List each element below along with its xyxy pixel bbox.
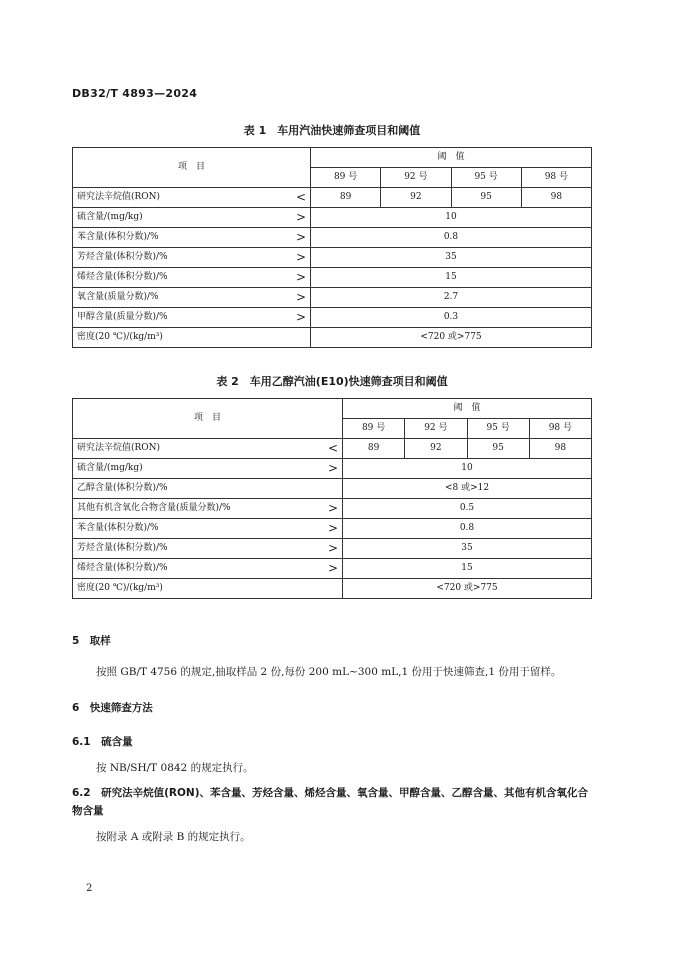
comparison-symbol: > bbox=[327, 541, 338, 555]
grade-header: 98 号 bbox=[521, 168, 591, 188]
value-cell: 10 bbox=[311, 208, 592, 228]
row-label: 芳烃含量(体积分数)/% bbox=[77, 543, 168, 553]
grade-header: 98 号 bbox=[529, 419, 591, 439]
table-row bbox=[73, 459, 592, 479]
grade-header: 92 号 bbox=[405, 419, 467, 439]
value-cell: 98 bbox=[521, 188, 591, 208]
table1 bbox=[72, 147, 592, 348]
comparison-symbol: > bbox=[295, 210, 306, 224]
table-row bbox=[73, 499, 592, 519]
row-label: 烯烃含量(体积分数)/% bbox=[77, 272, 168, 282]
value-cell: 0.8 bbox=[343, 519, 592, 539]
table2-caption: 表 2 车用乙醇汽油(E10)快速筛查项目和阈值 bbox=[216, 375, 448, 388]
comparison-symbol: > bbox=[295, 270, 306, 284]
section-6-2-body: 按附录 A 或附录 B 的规定执行。 bbox=[96, 831, 251, 843]
comparison-symbol: > bbox=[295, 230, 306, 244]
row-label-cell bbox=[73, 559, 343, 579]
row-label: 密度(20 ℃)/(kg/m³) bbox=[77, 583, 163, 593]
row-label-cell bbox=[73, 188, 311, 208]
row-label: 其他有机含氧化合物含量(质量分数)/% bbox=[77, 503, 231, 513]
row-label: 乙醇含量(体积分数)/% bbox=[77, 483, 168, 493]
comparison-symbol: > bbox=[327, 461, 338, 475]
table-row bbox=[73, 559, 592, 579]
value-cell: 35 bbox=[311, 248, 592, 268]
value-cell: 95 bbox=[467, 439, 529, 459]
section-6-1-title: 6.1 硫含量 bbox=[72, 736, 133, 748]
table-row bbox=[73, 288, 592, 308]
row-label-cell bbox=[73, 459, 343, 479]
row-label-cell bbox=[73, 268, 311, 288]
value-cell: 92 bbox=[381, 188, 451, 208]
value-cell: 89 bbox=[311, 188, 381, 208]
value-cell: 35 bbox=[343, 539, 592, 559]
row-label: 研究法辛烷值(RON) bbox=[77, 192, 161, 202]
item-header: 项 目 bbox=[73, 399, 343, 439]
comparison-symbol: < bbox=[295, 190, 306, 204]
row-label-cell bbox=[73, 479, 343, 499]
row-label-cell bbox=[73, 439, 343, 459]
row-label: 密度(20 ℃)/(kg/m³) bbox=[77, 332, 163, 342]
value-cell: 89 bbox=[343, 439, 405, 459]
grade-header: 89 号 bbox=[343, 419, 405, 439]
table-row bbox=[73, 208, 592, 228]
table-row bbox=[73, 479, 592, 499]
table-row bbox=[73, 188, 592, 208]
row-label: 烯烃含量(体积分数)/% bbox=[77, 563, 168, 573]
item-header: 项 目 bbox=[73, 148, 311, 188]
section-6-title: 6 快速筛查方法 bbox=[72, 702, 153, 714]
value-cell: <720 或>775 bbox=[311, 328, 592, 348]
table-row bbox=[73, 328, 592, 348]
grade-header: 95 号 bbox=[451, 168, 521, 188]
value-cell: <8 或>12 bbox=[343, 479, 592, 499]
grade-header: 95 号 bbox=[467, 419, 529, 439]
table-row bbox=[73, 579, 592, 599]
row-label-cell bbox=[73, 248, 311, 268]
value-cell: 98 bbox=[529, 439, 591, 459]
row-label: 研究法辛烷值(RON) bbox=[77, 443, 161, 453]
value-cell: 15 bbox=[311, 268, 592, 288]
row-label: 芳烃含量(体积分数)/% bbox=[77, 252, 168, 262]
comparison-symbol: > bbox=[295, 290, 306, 304]
row-label-cell bbox=[73, 499, 343, 519]
table2 bbox=[72, 398, 592, 599]
section-6-1-body: 按 NB/SH/T 0842 的规定执行。 bbox=[96, 762, 254, 774]
table-row bbox=[73, 228, 592, 248]
row-label: 氧含量(质量分数)/% bbox=[77, 292, 159, 302]
table-row bbox=[73, 308, 592, 328]
row-label: 苯含量(体积分数)/% bbox=[77, 523, 159, 533]
value-cell: 92 bbox=[405, 439, 467, 459]
grade-header: 92 号 bbox=[381, 168, 451, 188]
table-header-row bbox=[73, 148, 592, 168]
table-row bbox=[73, 439, 592, 459]
table-row bbox=[73, 519, 592, 539]
row-label-cell bbox=[73, 208, 311, 228]
row-label: 硫含量/(mg/kg) bbox=[77, 212, 143, 222]
value-cell: 0.5 bbox=[343, 499, 592, 519]
row-label-cell bbox=[73, 228, 311, 248]
row-label: 甲醇含量(质量分数)/% bbox=[77, 312, 168, 322]
table-row bbox=[73, 268, 592, 288]
threshold-header: 阈 值 bbox=[343, 399, 592, 419]
row-label-cell bbox=[73, 308, 311, 328]
table-row bbox=[73, 539, 592, 559]
threshold-header: 阈 值 bbox=[311, 148, 592, 168]
standard-code: DB32/T 4893—2024 bbox=[72, 87, 198, 100]
value-cell: 0.3 bbox=[311, 308, 592, 328]
row-label-cell bbox=[73, 519, 343, 539]
value-cell: 15 bbox=[343, 559, 592, 579]
comparison-symbol: > bbox=[295, 310, 306, 324]
comparison-symbol: > bbox=[327, 521, 338, 535]
comparison-symbol: > bbox=[327, 561, 338, 575]
row-label: 苯含量(体积分数)/% bbox=[77, 232, 159, 242]
comparison-symbol: > bbox=[295, 250, 306, 264]
page-number: 2 bbox=[86, 883, 93, 894]
value-cell: 2.7 bbox=[311, 288, 592, 308]
section-5-body: 按照 GB/T 4756 的规定,抽取样品 2 份,每份 200 mL~300 mL,1 份用于快速筛查,1 份用于留样。 bbox=[96, 666, 562, 678]
row-label-cell bbox=[73, 579, 343, 599]
value-cell: 0.8 bbox=[311, 228, 592, 248]
table1-caption: 表 1 车用汽油快速筛查项目和阈值 bbox=[243, 124, 421, 137]
row-label-cell bbox=[73, 328, 311, 348]
value-cell: <720 或>775 bbox=[343, 579, 592, 599]
row-label-cell bbox=[73, 288, 311, 308]
row-label-cell bbox=[73, 539, 343, 559]
table-header-row bbox=[73, 399, 592, 419]
value-cell: 10 bbox=[343, 459, 592, 479]
row-label: 硫含量/(mg/kg) bbox=[77, 463, 143, 473]
comparison-symbol: > bbox=[327, 501, 338, 515]
comparison-symbol: < bbox=[327, 441, 338, 455]
table-row bbox=[73, 248, 592, 268]
section-5-title: 5 取样 bbox=[72, 635, 111, 647]
value-cell: 95 bbox=[451, 188, 521, 208]
section-6-2-title: 6.2 研究法辛烷值(RON)、苯含量、芳烃含量、烯烃含量、氧含量、甲醇含量、乙醇含量、其他有机含氧化合物含量 bbox=[72, 787, 588, 817]
grade-header: 89 号 bbox=[311, 168, 381, 188]
